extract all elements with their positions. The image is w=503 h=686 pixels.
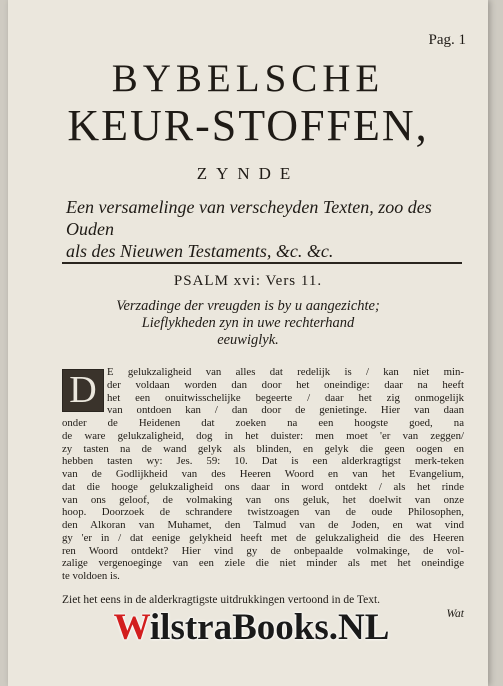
body-line: onder de Heidenen dat zoeken na een hoogste goed, na — [62, 417, 464, 429]
catchword: Wat — [446, 608, 464, 620]
body-line: dat die hooge gelukzaligheid ons daar in word ontdekt / als het rinde — [62, 480, 464, 493]
body-line: te voldoen is. — [62, 570, 120, 582]
subtitle — [66, 196, 464, 262]
subtitle-line-2: als des Nieuwen Testaments, &c. &c. — [66, 241, 334, 261]
body-line: van ontdoen kan / dan door de genietinge. Hier van daan — [107, 404, 464, 417]
watermark-w: W — [113, 607, 150, 648]
watermark-ilstra: ilstra — [149, 607, 233, 648]
body-line: E gelukzaligheid van alles dat redelijk is / kan niet min- — [107, 366, 464, 378]
body-line: hoop. Doorzoek de schrandere twistzoagen van de oude Philosophen, — [62, 506, 464, 519]
watermark-logo — [0, 606, 503, 649]
watermark-b: B — [232, 607, 257, 648]
body-line: zy tasten na de wand gelyk als blinden, en gelyk die geen oogen en — [62, 442, 464, 455]
book-page — [8, 0, 488, 686]
verse-line-1: Verzadinge der vreugden is by u aangezichte; — [116, 298, 380, 314]
body-line: zalige vergenoeginge van een ziele die niet minder als met het oneindige — [62, 557, 464, 570]
body-line: het een onuitwisschelijke begeerte / daar het zig onmogelijk — [107, 391, 464, 404]
body-line: hebben tasten wy: Jes. 59: 10. Dat is een alderkragtigst merk-teken — [62, 455, 464, 468]
body-text — [62, 366, 464, 583]
page-number: Pag. 1 — [428, 32, 466, 48]
body-line: ren Woord ontdekt? Hier vind gy de onbepaalde volmakinge, de vol- — [62, 544, 464, 557]
body-line: van de Godlijkheid van des Heeren Woord en van het Evangelium, — [62, 468, 464, 480]
watermark-nl: NL — [338, 607, 390, 648]
verse-line-2: Lieflykheden zyn in uwe rechterhand — [141, 315, 355, 331]
body-line: van ons geloof, de volmaking van ons geluk, het doelwit van onze — [62, 493, 464, 506]
body-line: den Alkoran van Muhamet, den Talmud van de Joden, en wat vind — [62, 519, 464, 531]
divider-rule — [62, 262, 462, 264]
psalm-heading: PSALM xvi: Vers 11. — [173, 273, 323, 289]
verse-line-3: eeuwiglyk. — [217, 332, 279, 348]
watermark-ooks: ooks. — [256, 607, 339, 648]
subtitle-line-1: Een versamelinge van verscheyden Texten, zoo des Ouden — [66, 197, 432, 239]
body-line: de ware gelukzaligheid, dog in het duister: men moet 'er van zeggen/ — [62, 429, 464, 442]
title-line-3: ZYNDE — [196, 164, 300, 183]
dropcap-initial: D — [62, 369, 104, 412]
title-line-2: KEUR-STOFFEN, — [67, 101, 429, 150]
catchline — [62, 594, 464, 620]
body-line: der voldaan worden dan door het oneindige: daar na heeft — [107, 378, 464, 391]
catchline-text: Ziet het eens in de alderkragtigste uitdrukkingen vertoond in de Text. — [62, 594, 381, 606]
verse-quote — [8, 298, 488, 349]
title-line-1: BYBELSCHE — [111, 57, 385, 100]
body-line: gy 'er in / dat eenige gelykheid heeft met de gelukzaligheid die des Heeren — [62, 531, 464, 544]
